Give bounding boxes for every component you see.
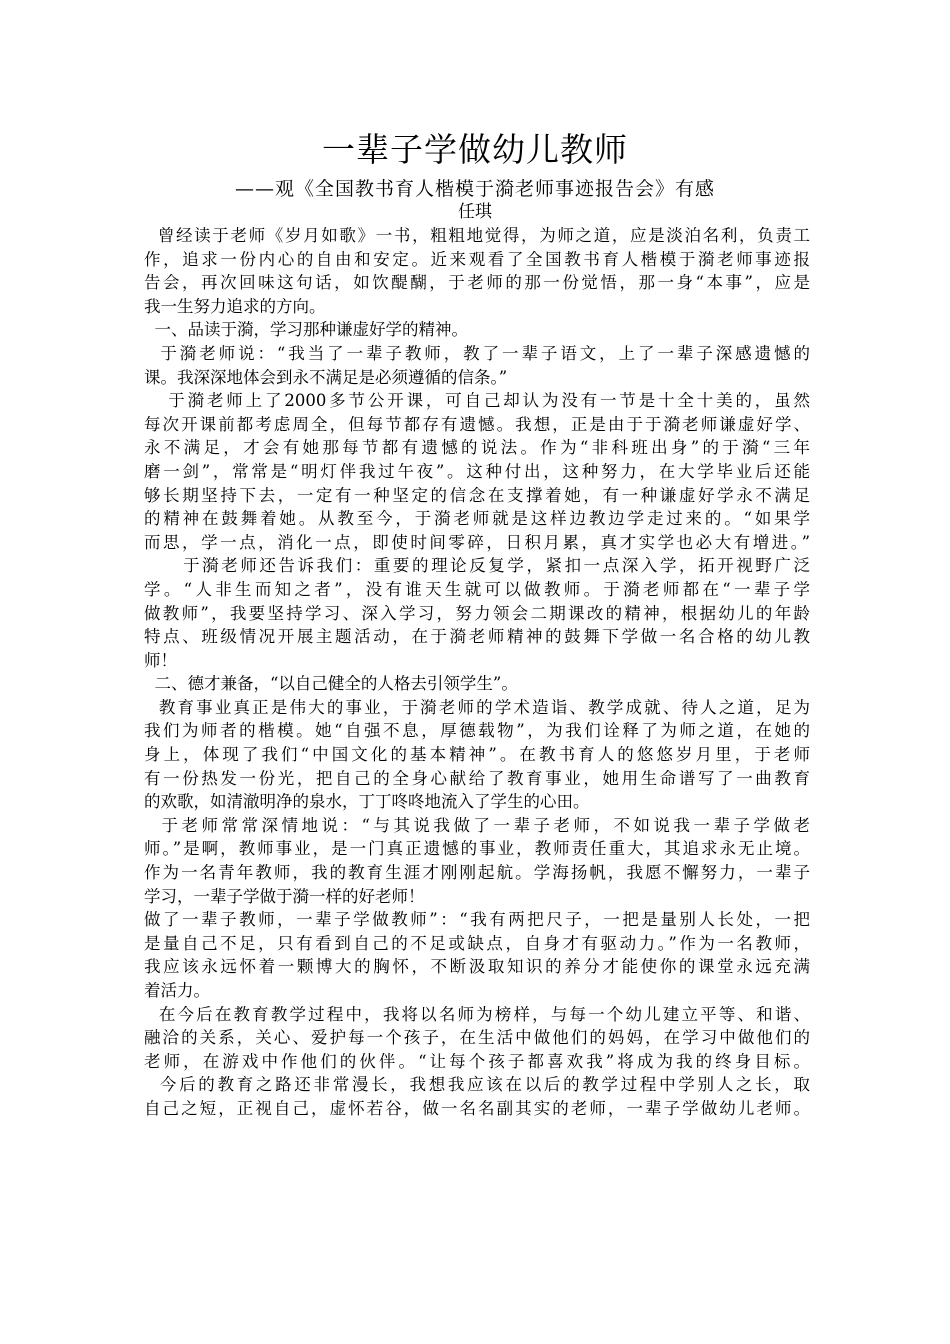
body-text-line: 作，追求一份内心的自由和安定。近来观看了全国教书育人楷模于漪老师事迹报 bbox=[144, 249, 810, 269]
body-text-line: 而思，学一点，消化一点，即使时间零碎，日积月累，真才实学也必大有增进。” bbox=[144, 532, 810, 552]
author-name: 任琪 bbox=[458, 202, 492, 222]
body-text-line: 身上，体现了我们“中国文化的基本精神”。在教书育人的悠悠岁月里，于老师 bbox=[144, 745, 810, 765]
body-text-line: 我应该永远怀着一颗博大的胸怀，不断汲取知识的养分才能使你的课堂永远充满 bbox=[144, 957, 810, 977]
body-text-line: 我一生努力追求的方向。 bbox=[144, 296, 326, 316]
body-text-line: 于漪老师上了2000多节公开课，可自己却认为没有一节是十全十美的，虽然 bbox=[144, 391, 810, 411]
body-text-line: 教育事业真正是伟大的事业，于漪老师的学术造诣、教学成就、待人之道，足为 bbox=[144, 697, 810, 717]
body-text-line: 自己之短，正视自己，虚怀若谷，做一名名副其实的老师，一辈子学做幼儿老师。 bbox=[144, 1098, 810, 1118]
body-text-line: 曾经读于老师《岁月如歌》一书，粗粗地觉得，为师之道，应是淡泊名利，负责工 bbox=[144, 226, 810, 245]
body-text-line: 特点、班级情况开展主题活动，在于漪老师精神的鼓舞下学做一名合格的幼儿教 bbox=[144, 627, 810, 647]
body-text-line: 作为一名青年教师，我的教育生涯才刚刚起航。学海扬帆，我愿不懈努力，一辈子 bbox=[144, 863, 810, 883]
body-text-line: 一、品读于漪，学习那种谦虚好学的精神。 bbox=[144, 320, 468, 340]
body-text-line: 我们为师者的楷模。她“自强不息，厚德载物”，为我们诠释了为师之道，在她的 bbox=[144, 721, 810, 741]
body-text-line: 做教师”，我要坚持学习、深入学习，努力领会二期课改的精神，根据幼儿的年龄 bbox=[144, 603, 810, 623]
body-text-line: 师！ bbox=[144, 650, 177, 670]
body-text-line: 融洽的关系，关心、爱护每一个孩子，在生活中做他们的妈妈，在学习中做他们的 bbox=[144, 1028, 810, 1048]
body-text-line: 磨一剑”，常常是“明灯伴我过午夜”。这种付出，这种努力，在大学毕业后还能 bbox=[144, 461, 810, 481]
body-text-line: 老师，在游戏中作他们的伙伴。“让每个孩子都喜欢我”将成为我的终身目标。 bbox=[144, 1051, 810, 1071]
body-text-line: 的精神在鼓舞着她。从教至今，于漪老师就是这样边教边学走过来的。“如果学 bbox=[144, 509, 810, 529]
body-text-line: 永不满足，才会有她那每节都有遗憾的说法。作为“非科班出身”的于漪“三年 bbox=[144, 438, 810, 458]
body-text-line: 课。我深深地体会到永不满足是必须遵循的信条。” bbox=[144, 367, 508, 387]
body-text-line: 学习，一辈子学做于漪一样的好老师！ bbox=[144, 886, 425, 906]
body-text-line: 今后的教育之路还非常漫长，我想我应该在以后的教学过程中学别人之长，取 bbox=[144, 1075, 810, 1095]
body-text-line: 师。”是啊，教师事业，是一门真正遗憾的事业，教师责任重大，其追求永无止境。 bbox=[144, 839, 810, 859]
body-text-line: 每次开课前都考虑周全，但每节都存有遗憾。我想，正是由于于漪老师谦虚好学、 bbox=[144, 414, 810, 434]
body-text-line: 着活力。 bbox=[144, 981, 210, 1000]
body-text-line: 二、德才兼备，“以自己健全的人格去引领学生”。 bbox=[144, 674, 518, 694]
body-text-line: 告会，再次回味这句话，如饮醍醐，于老师的那一份觉悟，那一身“本事”，应是 bbox=[144, 273, 810, 293]
body-text-line: 学。“人非生而知之者”，没有谁天生就可以做教师。于漪老师都在“一辈子学 bbox=[144, 579, 810, 599]
document-title: 一辈子学做幼儿教师 bbox=[322, 130, 628, 169]
body-text-line: 是量自己不足，只有看到自己的不足或缺点，自身才有驱动力。”作为一名教师， bbox=[144, 933, 810, 953]
body-text-line: 于漪老师说：“我当了一辈子教师，教了一辈子语文，上了一辈子深感遗憾的 bbox=[144, 343, 810, 363]
body-text-line: 的欢歌，如清澈明净的泉水，丁丁咚咚地流入了学生的心田。 bbox=[144, 792, 590, 812]
body-text-line: 做了一辈子教师，一辈子学做教师”：“我有两把尺子，一把是量别人长处，一把 bbox=[144, 910, 810, 930]
body-text-line: 有一份热发一份光，把自己的全身心献给了教育事业，她用生命谱写了一曲教育 bbox=[144, 768, 810, 788]
body-text-line: 于老师常常深情地说：“与其说我做了一辈子老师，不如说我一辈子学做老 bbox=[144, 815, 810, 835]
document-subtitle: ——观《全国教书育人楷模于漪老师事迹报告会》有感 bbox=[234, 178, 715, 200]
body-text-line: 在今后在教育教学过程中，我将以名师为榜样，与每一个幼儿建立平等、和谐、 bbox=[144, 1004, 810, 1024]
essay-body bbox=[144, 224, 810, 1121]
body-text-line: 于漪老师还告诉我们：重要的理论反复学，紧扣一点深入学，拓开视野广泛 bbox=[144, 556, 810, 576]
body-text-line: 够长期坚持下去，一定有一种坚定的信念在支撑着她，有一种谦虚好学永不满足 bbox=[144, 485, 810, 505]
